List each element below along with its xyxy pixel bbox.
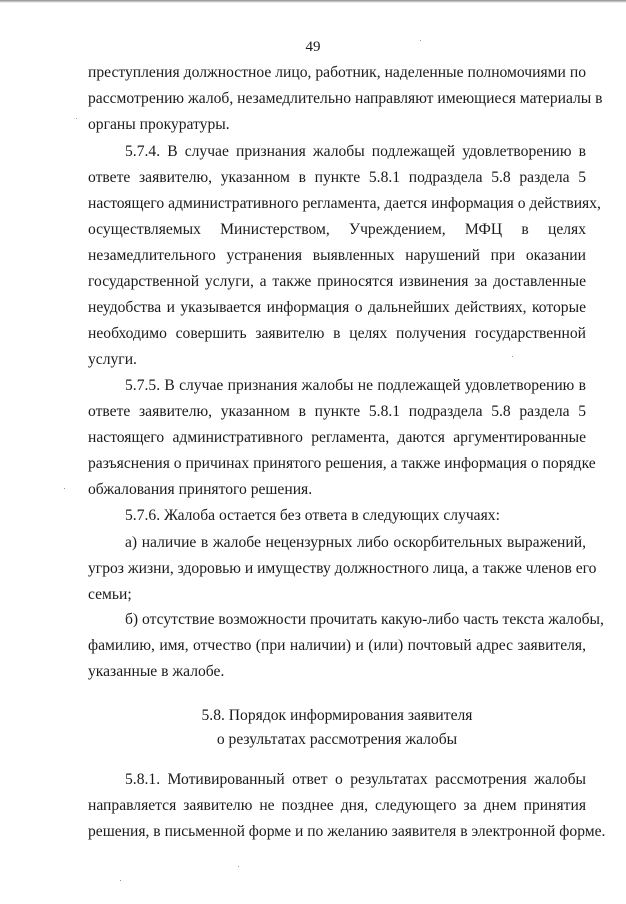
text-line: настоящего административного регламента, дается информация о действиях,	[88, 195, 601, 212]
text-line: 5.7.5. В случае признания жалобы не подлежащей удовлетворению в	[125, 377, 586, 394]
section-heading-line: о результатах рассмотрения жалобы	[216, 731, 458, 748]
scan-speck	[238, 866, 239, 867]
text-line: незамедлительного устранения выявленных нарушений при оказании	[88, 247, 586, 264]
section-heading-line: 5.8. Порядок информирования заявителя	[201, 707, 473, 724]
text-line: обжалования принятого решения.	[88, 481, 313, 498]
text-line: ответе заявителю, указанном в пункте 5.8.1 подраздела 5.8 раздела 5	[88, 403, 586, 420]
text-line: направляется заявителю не позднее дня, следующего за днем принятия	[88, 797, 586, 814]
paragraph-5-8-1	[88, 767, 606, 845]
list-item-a	[88, 530, 597, 608]
text-line: семьи;	[88, 586, 132, 603]
text-line: настоящего административного регламента, даются аргументированные	[88, 429, 586, 446]
text-line: решения, в письменной форме и по желанию заявителя в электронной форме.	[88, 823, 606, 840]
text-line: необходимо совершить заявителю в целях получения государственной	[88, 325, 586, 342]
text-line: угроз жизни, здоровью и имуществу должностного лица, а также членов его	[88, 560, 597, 577]
text-line: 5.8.1. Мотивированный ответ о результатах рассмотрения жалобы	[125, 771, 586, 788]
scan-speck	[120, 880, 121, 881]
text-line: разъяснения о причинах принятого решения, а также информация о порядке	[88, 455, 596, 472]
text-line: а) наличие в жалобе нецензурных либо оскорбительных выражений,	[125, 534, 586, 551]
scan-speck	[420, 40, 421, 41]
scan-speck	[512, 356, 513, 357]
paragraph-5-7-5	[88, 373, 596, 503]
text-line: 5.7.4. В случае признания жалобы подлежащей удовлетворению в	[125, 143, 586, 160]
text-line: б) отсутствие возможности прочитать какую-либо часть текста жалобы,	[125, 611, 604, 628]
text-line: неудобства и указывается информация о дальнейших действиях, которые	[88, 299, 586, 316]
paragraph-5-7-4	[88, 139, 601, 373]
section-heading	[88, 704, 586, 752]
scan-speck	[64, 488, 65, 489]
text-line: государственной услуги, а также приносятся извинения за доставленные	[88, 273, 586, 290]
text-line: осуществляемых Министерством, Учреждением, МФЦ в целях	[88, 221, 586, 238]
text-line: фамилию, имя, отчество (при наличии) и (или) почтовый адрес заявителя,	[88, 637, 586, 654]
text-line: ответе заявителю, указанном в пункте 5.8.1 подраздела 5.8 раздела 5	[88, 169, 586, 186]
text-line: органы прокуратуры.	[88, 116, 230, 133]
text-line: рассмотрению жалоб, незамедлительно направляют имеющиеся материалы в	[88, 90, 603, 107]
scan-edge	[0, 0, 626, 3]
scan-speck	[76, 118, 77, 119]
text-line: 5.7.6. Жалоба остается без ответа в следующих случаях:	[125, 507, 500, 524]
text-line: услуги.	[88, 351, 137, 368]
text-line: преступления должностное лицо, работник, наделенные полномочиями по	[88, 64, 586, 81]
paragraph-5-7-6	[88, 503, 586, 529]
list-item-b	[88, 607, 604, 685]
paragraph-continuation	[88, 60, 603, 138]
page-number: 49	[305, 39, 321, 55]
text-line: указанные в жалобе.	[88, 663, 225, 680]
